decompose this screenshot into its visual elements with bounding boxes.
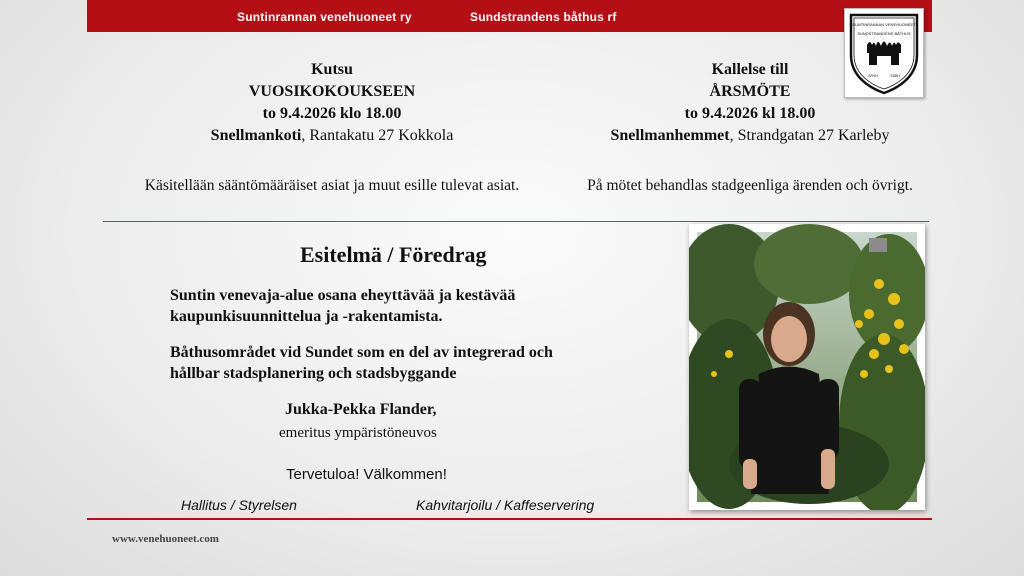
header-banner xyxy=(87,0,932,32)
speaker-portrait-image xyxy=(689,224,925,510)
invite-sv-line2: ÅRSMÖTE xyxy=(709,83,791,100)
agenda-fi: Käsitellään sääntömääräiset asiat ja muut esille tulevat asiat. xyxy=(144,177,520,194)
talk-topic-fi-line1: Suntin venevaja-alue osana eheyttävää ja kestävää xyxy=(170,287,516,304)
logo-right-abbr: SSBH xyxy=(890,74,900,78)
invite-fi-venue: Snellmankoti xyxy=(210,127,302,144)
talk-topic-fi xyxy=(170,285,670,327)
invite-fi-datetime: to 9.4.2026 klo 18.00 xyxy=(262,105,402,122)
invite-sv-datetime: to 9.4.2026 kl 18.00 xyxy=(684,105,816,122)
agenda-sv: På mötet behandlas stadgeenliga ärenden och övrigt. xyxy=(587,177,913,194)
invite-sv-line1: Kallelse till xyxy=(711,61,789,78)
footer-coffee: Kahvitarjoilu / Kaffeservering xyxy=(416,497,595,513)
org-name-sv: Sundstrandens båthus rf xyxy=(470,10,617,24)
footer-board: Hallitus / Styrelsen xyxy=(181,497,297,513)
section-divider xyxy=(103,221,929,222)
welcome-text: Tervetuloa! Välkommen! xyxy=(286,466,447,483)
speaker-title: emeritus ympäristöneuvos xyxy=(279,425,437,441)
talk-topic-fi-line2: kaupunkisuunnittelua ja -rakentamista. xyxy=(170,308,443,325)
invite-fi-line2: VUOSIKOKOUKSEEN xyxy=(248,83,416,100)
logo-left-abbr: SRVH xyxy=(868,74,878,78)
org-name-fi: Suntinrannan venehuoneet ry xyxy=(237,10,412,24)
invitation-sv xyxy=(560,59,940,147)
talk-topic-sv xyxy=(170,342,670,384)
website-url: www.venehuoneet.com xyxy=(112,533,219,545)
invite-fi-location xyxy=(150,125,514,147)
talk-topic-sv-line1: Båthusområdet vid Sundet som en del av integrerad och xyxy=(170,344,553,361)
invite-sv-address: , Strandgatan 27 Karleby xyxy=(729,127,890,144)
talk-heading: Esitelmä / Föredrag xyxy=(300,242,487,267)
invite-sv-location xyxy=(560,125,940,147)
invite-fi-line1: Kutsu xyxy=(311,61,353,78)
speaker-name: Jukka-Pekka Flander, xyxy=(285,401,437,418)
invite-sv-venue: Snellmanhemmet xyxy=(610,127,730,144)
logo-top-text: SUNTINRANNAN VENEHUONEET xyxy=(852,22,916,27)
invite-fi-address: , Rantakatu 27 Kokkola xyxy=(301,127,454,144)
invitation-fi xyxy=(150,59,514,147)
logo-mid-text: SUNDSTRANDENS BÅTHUS xyxy=(857,31,911,36)
talk-topic-sv-line2: hållbar stadsplanering och stadsbyggande xyxy=(170,365,457,382)
footer-divider xyxy=(87,518,932,520)
speaker-photo xyxy=(689,224,925,510)
